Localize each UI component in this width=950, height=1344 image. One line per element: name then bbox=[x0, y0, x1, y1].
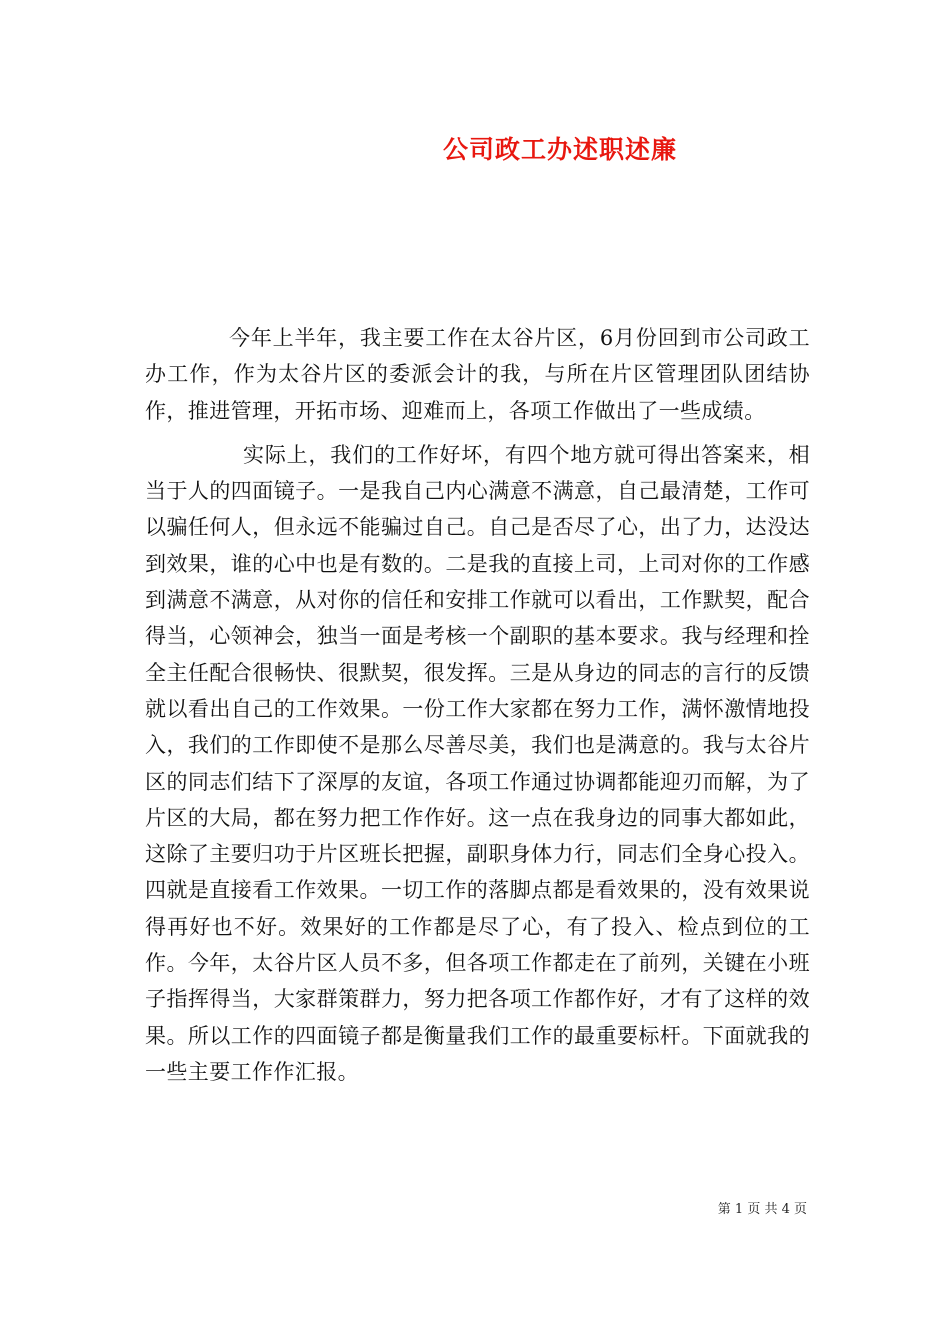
paragraph-2: 实际上，我们的工作好坏，有四个地方就可得出答案来，相当于人的四面镜子。一是我自己内心满意不满意，自己最清楚，工作可以骗任何人，但永远不能骗过自己。自己是否尽了心，出了力，达没达到效果，谁的心中也是有数的。二是我的直接上司，上司对你的工作感到满意不满意，从对你的信任和安排工作就可以看出，工作默契，配合得当，心领神会，独当一面是考核一个副职的基本要求。我与经理和拴全主任配合很畅快、很默契，很发挥。三是从身边的同志的言行的反馈就以看出自己的工作效果。一份工作大家都在努力工作，满怀激情地投入，我们的工作即使不是那么尽善尽美，我们也是满意的。我与太谷片区的同志们结下了深厚的友谊，各项工作通过协调都能迎刃而解，为了片区的大局，都在努力把工作作好。这一点在我身边的同事大都如此，这除了主要归功于片区班长把握，副职身体力行，同志们全身心投入。四就是直接看工作效果。一切工作的落脚点都是看效果的，没有效果说得再好也不好。效果好的工作都是尽了心，有了投入、检点到位的工作。今年，太谷片区人员不多，但各项工作都走在了前列，关键在小班子指挥得当，大家群策群力，努力把各项工作都作好，才有了这样的效果。所以工作的四面镜子都是衡量我们工作的最重要标杆。下面就我的一些主要工作作汇报。 bbox=[145, 442, 810, 1084]
document-body bbox=[145, 320, 810, 1090]
paragraph-1: 今年上半年，我主要工作在太谷片区，6月份回到市公司政工办工作，作为太谷片区的委派会计的我，与所在片区管理团队团结协作，推进管理，开拓市场、迎难而上，各项工作做出了一些成绩。 bbox=[145, 326, 810, 423]
page-footer: 第 1 页 共 4 页 bbox=[717, 1202, 807, 1217]
page-title: 公司政工办述职述廉 bbox=[442, 135, 677, 164]
